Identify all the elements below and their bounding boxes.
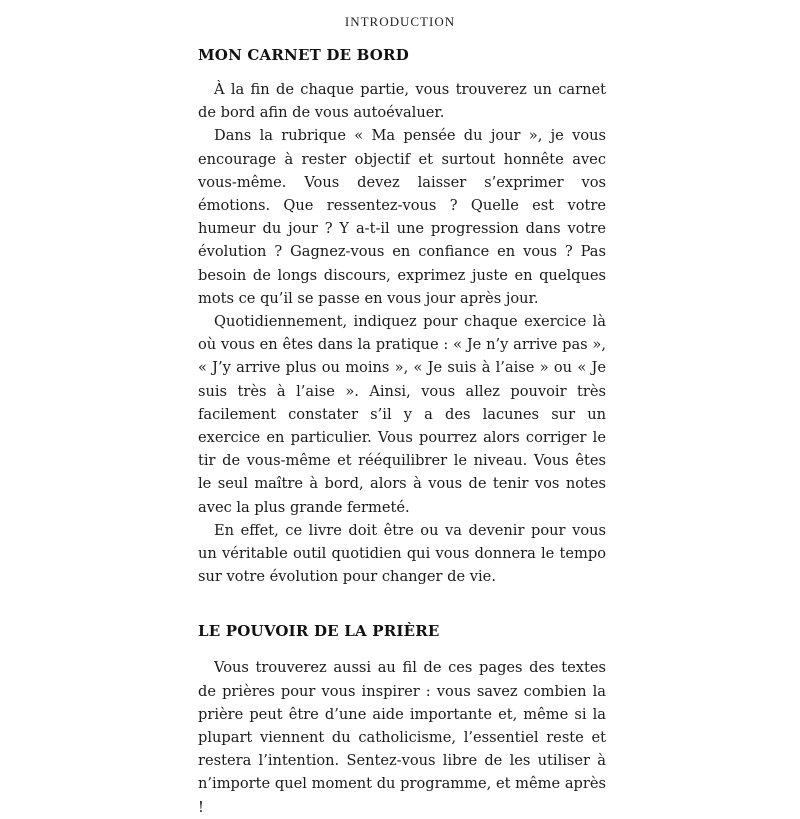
section-heading-carnet: MON CARNET DE BORD — [198, 46, 409, 64]
paragraph: En effet, ce livre doit être ou va devenir pour vous un véritable outil quotidien qui vous donnera le tempo sur votre évolution pour changer de vie. — [198, 521, 606, 586]
paragraph: Vous trouverez aussi au fil de ces pages des textes de prières pour vous inspirer : vous savez combien la prière peut être d’une aide importante et, même si la plupart viennent du catholicisme, l’essentiel reste et restera l’intention. Sentez-vous libre de les utiliser à n’importe quel moment du programme, et même après ! — [198, 659, 606, 816]
page-body — [198, 42, 606, 819]
paragraph: À la fin de chaque partie, vous trouverez un carnet de bord afin de vous autoévaluer. — [198, 81, 606, 122]
paragraph: Dans la rubrique « Ma pensée du jour », je vous encourage à rester objectif et surtout honnête avec vous-même. Vous devez laisser s’exprimer vos émotions. Que ressentez-vous ? Quelle est votre humeur du jour ? Y a-t-il une progression dans votre évolution ? Gagnez-vous en confiance en vous ? Pas besoin de longs discours, exprimez juste en quelques mots ce qu’il se passe en vous jour après jour. — [198, 127, 606, 307]
section-heading-priere: LE POUVOIR DE LA PRIÈRE — [198, 622, 440, 641]
paragraph: Quotidiennement, indiquez pour chaque exercice là où vous en êtes dans la pratique : « Je n’y arrive pas », « J’y arrive plus ou moins », « Je suis à l’aise » ou « Je suis très à l’aise ». Ainsi, vous allez pouvoir très facilement constater s’il y a des lacunes sur un exercice en particulier. Vous pourrez alors corriger le tir de vous-même et rééquilibrer le niveau. Vous êtes le seul maître à bord, alors à vous de tenir vos notes avec la plus grande fermeté. — [198, 313, 606, 516]
running-head: INTRODUCTION — [344, 14, 456, 29]
